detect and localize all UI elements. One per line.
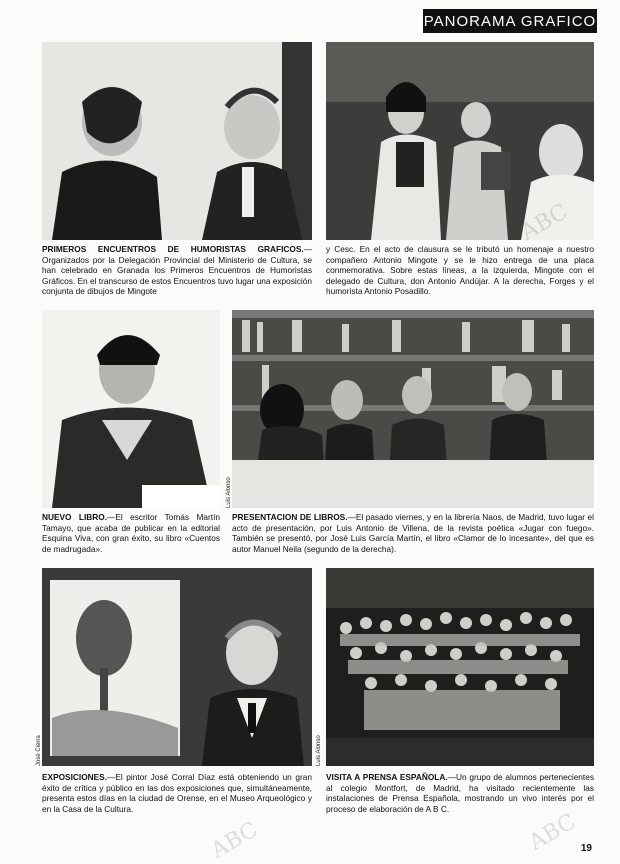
- caption-exposiciones: [42, 772, 312, 814]
- abc-watermark: ABC: [525, 809, 581, 856]
- photo-mingote-andujar: [42, 42, 312, 240]
- photo-tomas-martin-tamayo: [42, 310, 220, 508]
- abc-watermark: ABC: [207, 817, 263, 864]
- caption-humoristas-title: PRIMEROS ENCUENTROS DE HUMORISTAS GRAFICOS.: [42, 244, 304, 254]
- photo-visita-prensa-espanola: [326, 568, 594, 766]
- caption-exposiciones-text: —El pintor José Corral Díaz está obteniendo un gran éxito de crítica y público en las dos exposiciones que, simultáneamente, presenta estos días en la ciudad de Orense, en el Museo Arqueológico y en la Casa de la Cultura.: [42, 772, 312, 814]
- caption-presentacion: [232, 512, 594, 554]
- caption-humoristas-text1: —Organizados por la Delegación Provincial del Ministerio de Cultura, se han celebrado en Granada los Primeros Encuentros de Humoristas Gráficos. En el transcurso de estos Encuentros tuvo lugar una exposición conjunta de dibujos de Mingote: [42, 244, 312, 297]
- photo-forges-posadillo: [326, 42, 594, 240]
- page-number: 19: [580, 843, 592, 854]
- caption-visita-text: —Un grupo de alumnos pertenecientes al colegio Montfort, de Madrid, ha visitado recientemente las instalaciones de Prensa Española, mostrando un vivo interés por el proceso de elaboración de A B C.: [326, 772, 594, 814]
- caption-nuevo-libro-title: NUEVO LIBRO.: [42, 512, 108, 522]
- caption-exposiciones-title: EXPOSICIONES.: [42, 772, 108, 782]
- photo-credit-libros: Luis Alonso: [226, 477, 232, 508]
- caption-humoristas-col2: [326, 244, 594, 297]
- section-title: PANORAMA GRAFICO: [423, 9, 597, 33]
- caption-humoristas-col1: [42, 244, 312, 297]
- caption-humoristas-text2: y Cesc. En el acto de clausura se le tributó un homenaje a nuestro compañero Antonio Mingote y se le hizo entrega de una placa conmemorativa. Sobre estas líneas, a la izquierda, Mingote con el delegado de Cultura, don Antonio Andújar. A la derecha, Forges y el humorista Antonio Posadillo.: [326, 244, 594, 297]
- photo-credit-exposicion-right: Luis Alonso: [316, 735, 322, 766]
- caption-presentacion-text: —El pasado viernes, y en la librería Naos, de Madrid, tuvo lugar el acto de presentación, por Luis Antonio de Villena, de la revista poética «Jugar con fuego». También se presentó, por José Luis García Martín, el libro «Clamor de lo incesante», del que es autor Manuel Neila (segundo de la derecha).: [232, 512, 594, 554]
- caption-nuevo-libro-text: —El escritor Tomás Martín Tamayo, que acaba de publicar en la editorial Esquina Viva, con gran éxito, su libro «Cuentos de madrugada».: [42, 512, 220, 554]
- photo-credit-exposicion-left: José Cierra: [36, 735, 42, 766]
- photo-presentacion-libros: [232, 310, 594, 508]
- caption-nuevo-libro: [42, 512, 220, 554]
- caption-visita-title: VISITA A PRENSA ESPAÑOLA.: [326, 772, 448, 782]
- photo-jose-corral-diaz: [42, 568, 312, 766]
- caption-presentacion-title: PRESENTACION DE LIBROS.: [232, 512, 348, 522]
- caption-visita: [326, 772, 594, 814]
